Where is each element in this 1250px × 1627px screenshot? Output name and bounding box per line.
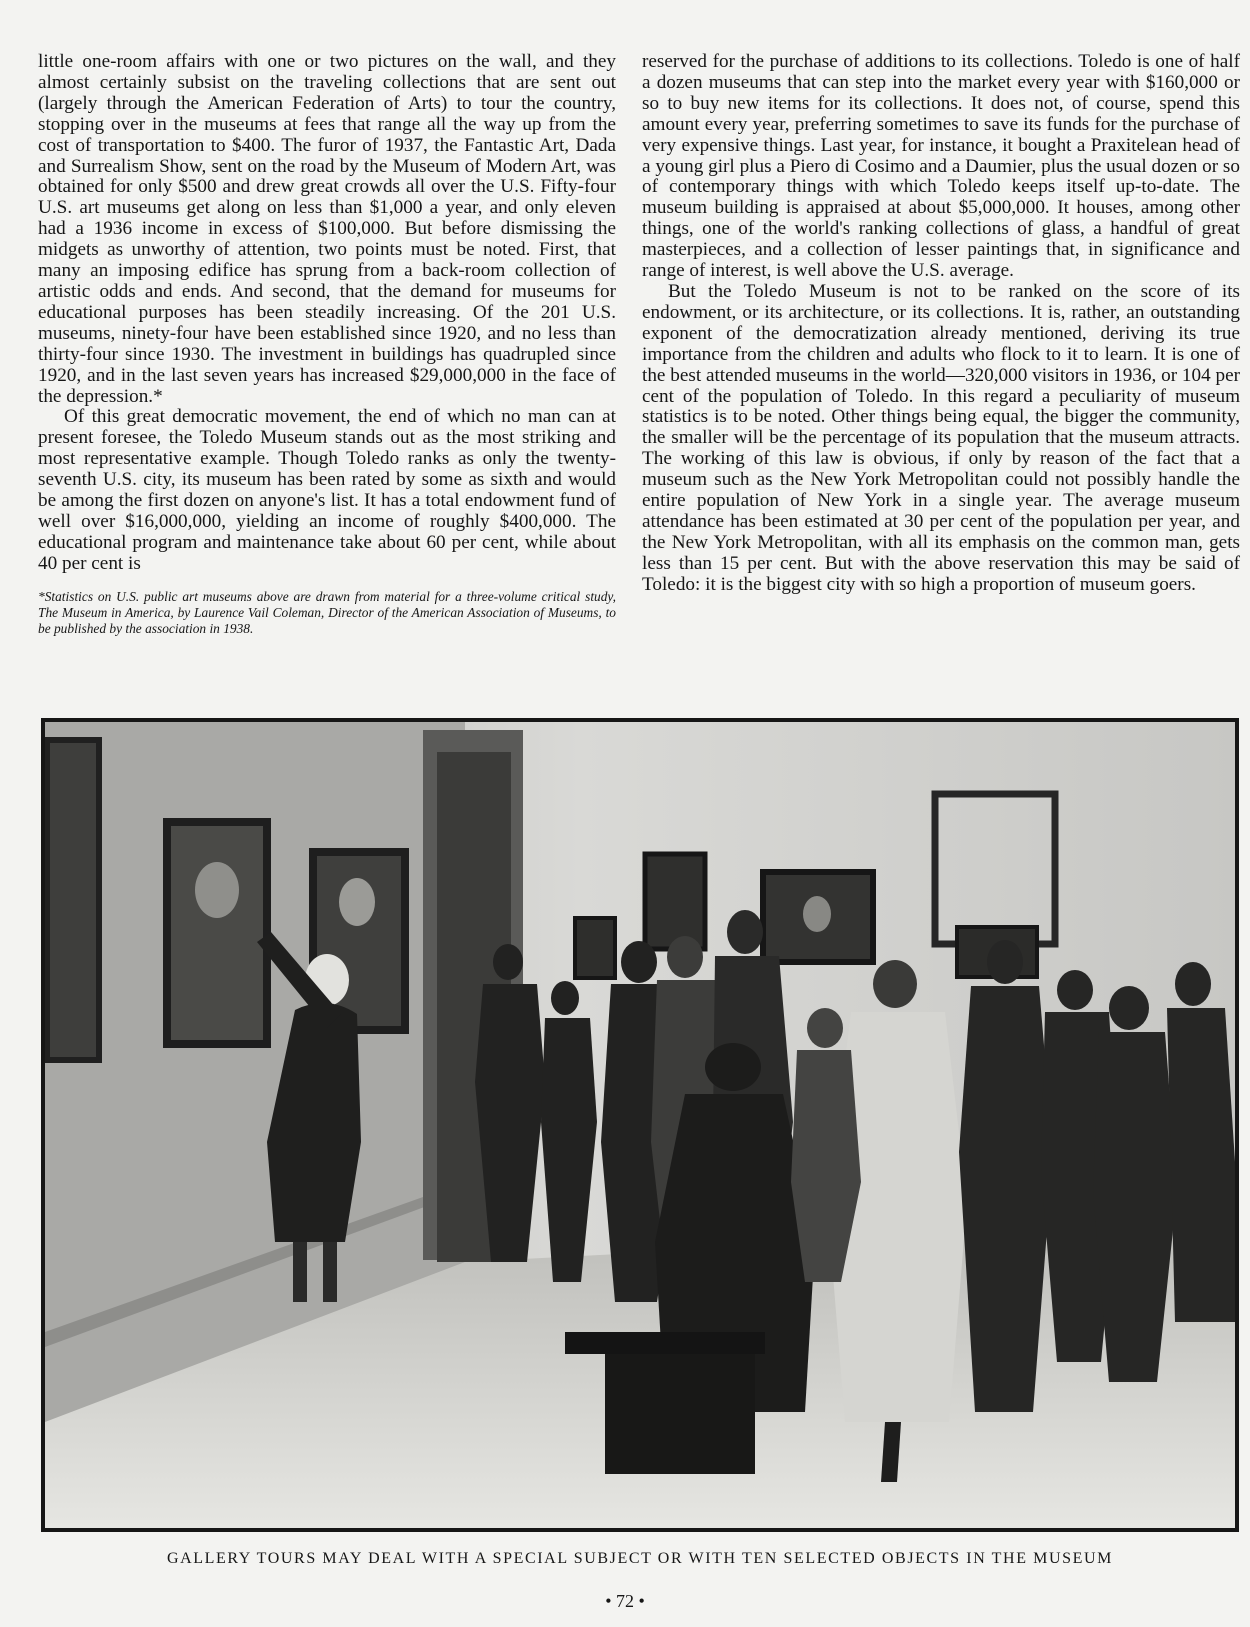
page-number: • 72 • bbox=[605, 1591, 645, 1611]
left-text-column bbox=[38, 52, 616, 637]
photo-caption: GALLERY TOURS MAY DEAL WITH A SPECIAL SUBJECT OR WITH TEN SELECTED OBJECTS IN THE MUSEUM bbox=[166, 1550, 1114, 1567]
body-paragraph: little one-room affairs with one or two pictures on the wall, and they almost certainly subsist on the traveling collections that are sent out (largely through the American Federation of Arts) to tour the country, stopping over in the museums at fees that range all the way up from the cost of transportation to $400. The furor of 1937, the Fantastic Art, Dada and Surrealism Show, sent on the road by the Museum of Modern Art, was obtained for only $500 and drew great crowds all over the U.S. Fifty-four U.S. art museums get along on less than $1,000 a year, and only eleven had a 1936 income in excess of $100,000. But before dismissing the midgets as unworthy of attention, two points must be noted. First, that many an imposing edifice has sprung from a back-room collection of artistic odds and ends. And second, that the demand for museums for educational purposes has been steadily increasing. Of the 201 U.S. museums, ninety-four have been established since 1920, and no less than thirty-four since 1930. The investment in buildings has quadrupled since 1920, and in the last seven years has increased $29,000,000 in the face of the depression.* bbox=[38, 51, 616, 407]
gallery-tour-photograph bbox=[41, 718, 1239, 1532]
body-paragraph: reserved for the purchase of additions to its collections. Toledo is one of half a dozen museums that can step into the market every year with $160,000 or so to buy new items for its collections. It does not, of course, spend this amount every year, preferring sometimes to save its funds for the purchase of very expensive things. Last year, for instance, it bought a Praxitelean head of a young girl plus a Piero di Cosimo and a Daumier, plus the usual dozen or so of contemporary things with which Toledo keeps itself up-to-date. The museum building is appraised at about $5,000,000. It houses, among other things, one of the world's ranking collections of glass, a handful of great masterpieces, and a collection of lesser paintings that, in significance and range of interest, is well above the U.S. average. bbox=[642, 51, 1240, 282]
body-paragraph: Of this great democratic movement, the end of which no man can at present foresee, the Toledo Museum stands out as the most striking and most representative example. Though Toledo ranks as only the twenty-seventh U.S. city, its museum has been rated by some as sixth and would be among the first dozen on anyone's list. It has a total endowment fund of well over $16,000,000, yielding an income of roughly $400,000. The educational program and maintenance take about 60 per cent, while about 40 per cent is bbox=[38, 406, 616, 574]
footnote: *Statistics on U.S. public art museums above are drawn from material for a three-volume critical study, The Museum in America, by Laurence Vail Coleman, Director of the American Association of Museums, to be published by the association in 1938. bbox=[38, 588, 616, 636]
body-paragraph: But the Toledo Museum is not to be ranked on the score of its endowment, or its architecture, or its collections. It is, rather, an outstanding exponent of the democratization already mentioned, deriving its true importance from the children and adults who flock to it to learn. It is one of the best attended museums in the world—320,000 visitors in 1936, or 104 per cent of the population of Toledo. In this regard a peculiarity of museum statistics is to be noted. Other things being equal, the bigger the community, the smaller will be the percentage of its population that the museum attracts. The working of this law is obvious, if only by reason of the fact that a museum such as the New York Metropolitan could not possibly handle the entire population of New York in a single year. The average museum attendance has been estimated at 30 per cent of the population per year, and the New York Metropolitan, with all its emphasis on the common man, gets less than 15 per cent. But with the above reservation this may be said of Toledo: it is the biggest city with so high a proportion of museum goers. bbox=[642, 280, 1240, 595]
right-text-column bbox=[642, 52, 1240, 596]
